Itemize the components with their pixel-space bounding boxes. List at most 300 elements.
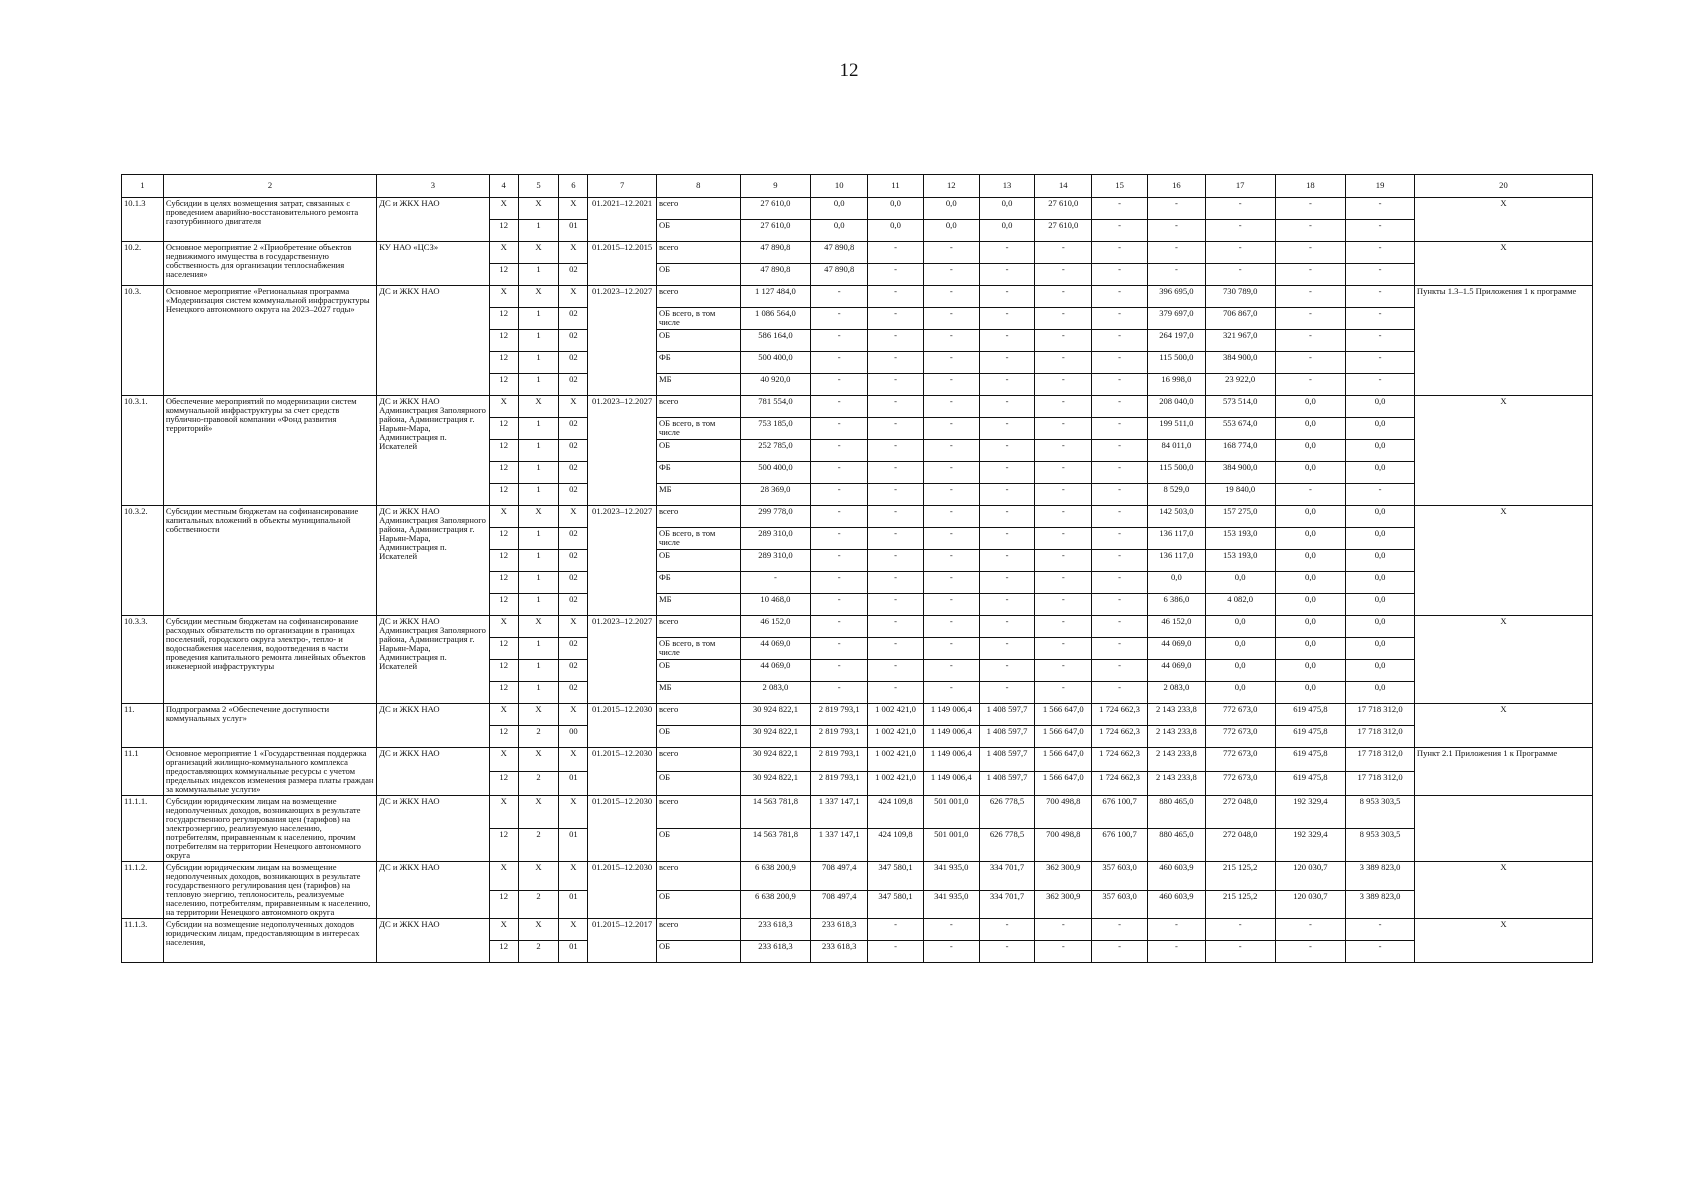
code-cell: 12 <box>489 594 518 616</box>
amount-cell: 341 935,0 <box>923 862 979 891</box>
row-period: 01.2015–12.2015 <box>588 242 657 286</box>
amount-cell: 233 618,3 <box>811 941 868 963</box>
table-row <box>122 286 1593 308</box>
amount-cell: 1 337 147,1 <box>811 796 868 829</box>
amount-cell: 215 125,2 <box>1205 862 1275 891</box>
amount-cell: 136 117,0 <box>1147 550 1205 572</box>
amount-cell: 46 152,0 <box>740 616 811 638</box>
amount-cell: 2 143 233,8 <box>1147 726 1205 748</box>
amount-cell: 28 369,0 <box>740 484 811 506</box>
amount-cell: - <box>1035 572 1092 594</box>
amount-cell: 586 164,0 <box>740 330 811 352</box>
amount-cell: 357 603,0 <box>1092 890 1148 919</box>
funding-source: ОБ <box>656 829 740 862</box>
amount-cell: 17 718 312,0 <box>1346 748 1415 772</box>
amount-cell: 347 580,1 <box>868 862 924 891</box>
code-cell: X <box>489 748 518 772</box>
code-cell: 12 <box>489 726 518 748</box>
table-row <box>122 919 1593 941</box>
amount-cell: - <box>811 550 868 572</box>
amount-cell: 0,0 <box>1346 572 1415 594</box>
code-cell: X <box>559 242 588 264</box>
amount-cell: - <box>868 638 924 660</box>
column-number: 16 <box>1147 175 1205 198</box>
amount-cell: - <box>868 941 924 963</box>
code-cell: 1 <box>518 572 559 594</box>
code-cell: 12 <box>489 264 518 286</box>
amount-cell: 619 475,8 <box>1275 772 1346 796</box>
row-executor: ДС и ЖКХ НАО <box>377 198 490 242</box>
amount-cell: - <box>1346 941 1415 963</box>
row-executor: ДС и ЖКХ НАО Администрация Заполярного района, Администрация г. Нарьян-Мара, Администрация п. Искателей <box>377 506 490 616</box>
amount-cell: 2 143 233,8 <box>1147 748 1205 772</box>
amount-cell: - <box>1092 418 1148 440</box>
amount-cell: 730 789,0 <box>1205 286 1275 308</box>
code-cell: X <box>489 286 518 308</box>
amount-cell: - <box>1092 594 1148 616</box>
amount-cell: 1 408 597,7 <box>979 772 1035 796</box>
amount-cell: - <box>1346 308 1415 330</box>
amount-cell: - <box>979 919 1035 941</box>
amount-cell: 460 603,9 <box>1147 862 1205 891</box>
code-cell: 1 <box>518 352 559 374</box>
amount-cell: - <box>923 638 979 660</box>
funding-source: всего <box>656 704 740 726</box>
row-period: 01.2023–12.2027 <box>588 506 657 616</box>
funding-source: МБ <box>656 374 740 396</box>
amount-cell: - <box>979 264 1035 286</box>
amount-cell: 0,0 <box>1346 440 1415 462</box>
row-note: Пункт 2.1 Приложения 1 к Программе <box>1414 748 1592 796</box>
amount-cell: 500 400,0 <box>740 352 811 374</box>
amount-cell: - <box>979 594 1035 616</box>
amount-cell: - <box>1035 919 1092 941</box>
code-cell: X <box>559 862 588 891</box>
table-row <box>122 396 1593 418</box>
amount-cell: 272 048,0 <box>1205 829 1275 862</box>
amount-cell: - <box>1346 264 1415 286</box>
amount-cell: 781 554,0 <box>740 396 811 418</box>
amount-cell: 47 890,8 <box>811 264 868 286</box>
amount-cell: - <box>979 308 1035 330</box>
amount-cell: 44 069,0 <box>740 660 811 682</box>
code-cell: X <box>518 506 559 528</box>
amount-cell: 1 566 647,0 <box>1035 704 1092 726</box>
amount-cell: - <box>868 528 924 550</box>
funding-source: ОБ <box>656 660 740 682</box>
amount-cell: 0,0 <box>1147 572 1205 594</box>
amount-cell: - <box>1346 919 1415 941</box>
amount-cell: - <box>868 264 924 286</box>
amount-cell: - <box>868 242 924 264</box>
amount-cell: 44 069,0 <box>1147 660 1205 682</box>
amount-cell: 772 673,0 <box>1205 748 1275 772</box>
row-code: 10.3.1. <box>122 396 164 506</box>
code-cell: X <box>489 396 518 418</box>
amount-cell: 0,0 <box>1346 638 1415 660</box>
amount-cell: - <box>1205 198 1275 220</box>
amount-cell: - <box>1092 572 1148 594</box>
row-note: X <box>1414 919 1592 963</box>
amount-cell: 1 127 484,0 <box>740 286 811 308</box>
code-cell: X <box>489 919 518 941</box>
amount-cell: - <box>979 440 1035 462</box>
amount-cell: 0,0 <box>1275 396 1346 418</box>
row-period: 01.2015–12.2030 <box>588 796 657 862</box>
row-name: Обеспечение мероприятий по модернизации систем коммунальной инфраструктуры за счет средств публично-правовой компании «Фонд развития территорий» <box>163 396 376 506</box>
amount-cell: 30 924 822,1 <box>740 748 811 772</box>
row-period: 01.2023–12.2027 <box>588 616 657 704</box>
amount-cell: 157 275,0 <box>1205 506 1275 528</box>
amount-cell: - <box>1035 528 1092 550</box>
amount-cell: 341 935,0 <box>923 890 979 919</box>
row-executor: ДС и ЖКХ НАО <box>377 796 490 862</box>
amount-cell: 0,0 <box>1275 660 1346 682</box>
amount-cell: 347 580,1 <box>868 890 924 919</box>
code-cell: X <box>518 242 559 264</box>
amount-cell: 1 002 421,0 <box>868 772 924 796</box>
amount-cell: 0,0 <box>1346 660 1415 682</box>
code-cell: X <box>489 242 518 264</box>
amount-cell: 46 152,0 <box>1147 616 1205 638</box>
funding-source: всего <box>656 616 740 638</box>
amount-cell: - <box>1092 440 1148 462</box>
amount-cell: - <box>811 682 868 704</box>
amount-cell: 424 109,8 <box>868 829 924 862</box>
amount-cell: - <box>1147 941 1205 963</box>
column-number: 6 <box>559 175 588 198</box>
amount-cell: 2 083,0 <box>740 682 811 704</box>
funding-source: ОБ <box>656 726 740 748</box>
amount-cell: - <box>1092 638 1148 660</box>
code-cell: X <box>518 286 559 308</box>
amount-cell: 47 890,8 <box>740 264 811 286</box>
amount-cell: - <box>811 440 868 462</box>
code-cell: 01 <box>559 890 588 919</box>
amount-cell: - <box>868 506 924 528</box>
amount-cell: 289 310,0 <box>740 550 811 572</box>
amount-cell: - <box>868 374 924 396</box>
amount-cell: 708 497,4 <box>811 890 868 919</box>
amount-cell: - <box>1092 506 1148 528</box>
amount-cell: 2 819 793,1 <box>811 704 868 726</box>
amount-cell: - <box>923 396 979 418</box>
code-cell: X <box>518 198 559 220</box>
amount-cell: 14 563 781,8 <box>740 829 811 862</box>
amount-cell: - <box>868 396 924 418</box>
amount-cell: - <box>868 919 924 941</box>
amount-cell: - <box>923 682 979 704</box>
amount-cell: - <box>923 242 979 264</box>
amount-cell: - <box>1035 594 1092 616</box>
amount-cell: 880 465,0 <box>1147 796 1205 829</box>
code-cell: 02 <box>559 374 588 396</box>
amount-cell: - <box>1092 264 1148 286</box>
amount-cell: - <box>923 286 979 308</box>
amount-cell: - <box>979 550 1035 572</box>
amount-cell: 708 497,4 <box>811 862 868 891</box>
amount-cell: - <box>1092 396 1148 418</box>
amount-cell: - <box>1035 638 1092 660</box>
amount-cell: 8 953 303,5 <box>1346 829 1415 862</box>
amount-cell: - <box>1092 660 1148 682</box>
amount-cell: 0,0 <box>1205 638 1275 660</box>
amount-cell: - <box>1092 484 1148 506</box>
amount-cell: 501 001,0 <box>923 829 979 862</box>
amount-cell: - <box>1205 264 1275 286</box>
amount-cell: 0,0 <box>1275 462 1346 484</box>
amount-cell: - <box>923 418 979 440</box>
amount-cell: 0,0 <box>1346 418 1415 440</box>
row-name: Субсидии на возмещение недополученных доходов юридическим лицам, предоставляющим в интересах населения, <box>163 919 376 963</box>
amount-cell: 0,0 <box>868 220 924 242</box>
code-cell: 12 <box>489 308 518 330</box>
amount-cell: 1 149 006,4 <box>923 748 979 772</box>
amount-cell: 357 603,0 <box>1092 862 1148 891</box>
amount-cell: - <box>1092 941 1148 963</box>
row-note: X <box>1414 198 1592 242</box>
row-name: Подпрограмма 2 «Обеспечение доступности коммунальных услуг» <box>163 704 376 748</box>
amount-cell: - <box>1275 242 1346 264</box>
amount-cell: 0,0 <box>979 198 1035 220</box>
header-row <box>122 175 1593 198</box>
code-cell: 1 <box>518 682 559 704</box>
code-cell: 12 <box>489 682 518 704</box>
funding-source: ФБ <box>656 572 740 594</box>
amount-cell: 2 819 793,1 <box>811 772 868 796</box>
code-cell: 2 <box>518 726 559 748</box>
column-number: 10 <box>811 175 868 198</box>
row-note: X <box>1414 506 1592 616</box>
code-cell: 12 <box>489 220 518 242</box>
amount-cell: - <box>811 352 868 374</box>
amount-cell: - <box>1205 919 1275 941</box>
amount-cell: - <box>868 440 924 462</box>
amount-cell: - <box>979 242 1035 264</box>
amount-cell: 321 967,0 <box>1205 330 1275 352</box>
amount-cell: 553 674,0 <box>1205 418 1275 440</box>
amount-cell: 153 193,0 <box>1205 528 1275 550</box>
amount-cell: - <box>868 572 924 594</box>
amount-cell: - <box>1092 198 1148 220</box>
amount-cell: - <box>1092 528 1148 550</box>
funding-source: МБ <box>656 682 740 704</box>
amount-cell: - <box>1275 941 1346 963</box>
amount-cell: 233 618,3 <box>740 919 811 941</box>
funding-source: ФБ <box>656 352 740 374</box>
code-cell: 12 <box>489 550 518 572</box>
amount-cell: 40 920,0 <box>740 374 811 396</box>
amount-cell: 6 638 200,9 <box>740 862 811 891</box>
amount-cell: 0,0 <box>1275 440 1346 462</box>
amount-cell: 334 701,7 <box>979 890 1035 919</box>
code-cell: 12 <box>489 440 518 462</box>
amount-cell: 14 563 781,8 <box>740 796 811 829</box>
amount-cell: 1 002 421,0 <box>868 726 924 748</box>
amount-cell: - <box>1035 352 1092 374</box>
amount-cell: - <box>1092 330 1148 352</box>
amount-cell: 619 475,8 <box>1275 704 1346 726</box>
amount-cell: - <box>868 330 924 352</box>
amount-cell: - <box>1035 396 1092 418</box>
row-name: Субсидии в целях возмещения затрат, связанных с проведением аварийно-восстановительного ремонта газотурбинного двигателя <box>163 198 376 242</box>
amount-cell: - <box>923 550 979 572</box>
amount-cell: 0,0 <box>811 198 868 220</box>
code-cell: 1 <box>518 220 559 242</box>
amount-cell: - <box>1092 919 1148 941</box>
amount-cell: 17 718 312,0 <box>1346 704 1415 726</box>
amount-cell: - <box>923 484 979 506</box>
funding-source: всего <box>656 748 740 772</box>
funding-source: ОБ всего, в том числе <box>656 418 740 440</box>
amount-cell: 753 185,0 <box>740 418 811 440</box>
amount-cell: - <box>1035 506 1092 528</box>
amount-cell: - <box>979 506 1035 528</box>
amount-cell: 0,0 <box>1275 682 1346 704</box>
amount-cell: - <box>1092 682 1148 704</box>
amount-cell: 47 890,8 <box>811 242 868 264</box>
amount-cell: 115 500,0 <box>1147 352 1205 374</box>
amount-cell: 1 408 597,7 <box>979 704 1035 726</box>
code-cell: X <box>489 862 518 891</box>
code-cell: X <box>559 748 588 772</box>
amount-cell: - <box>1275 374 1346 396</box>
column-number: 18 <box>1275 175 1346 198</box>
column-number: 17 <box>1205 175 1275 198</box>
funding-source: ОБ всего, в том числе <box>656 308 740 330</box>
row-name: Субсидии местным бюджетам на софинансирование расходных обязательств по организации в границах поселений, городского округа электро-, тепло- и водоснабжения населения, водоотведения в части проведения капитального ремонта линейных объектов инженерной инфраструктуры <box>163 616 376 704</box>
funding-source: всего <box>656 862 740 891</box>
table-row <box>122 748 1593 772</box>
code-cell: X <box>559 396 588 418</box>
amount-cell: 0,0 <box>1346 594 1415 616</box>
budget-table <box>121 174 1593 963</box>
amount-cell: - <box>979 528 1035 550</box>
funding-source: ОБ <box>656 330 740 352</box>
amount-cell: 10 468,0 <box>740 594 811 616</box>
page-number: 12 <box>839 60 859 81</box>
amount-cell: 626 778,5 <box>979 796 1035 829</box>
code-cell: X <box>559 796 588 829</box>
amount-cell: 47 890,8 <box>740 242 811 264</box>
amount-cell: - <box>1147 264 1205 286</box>
amount-cell: - <box>1092 220 1148 242</box>
amount-cell: - <box>1035 440 1092 462</box>
amount-cell: 384 900,0 <box>1205 462 1275 484</box>
row-name: Субсидии юридическим лицам на возмещение недополученных доходов, возникающих в результате государственного регулирования цен (тарифов) на электроэнергию, реализуемую населению, потребителям, приравненным к населению, прочим потребителям на территории Ненецкого автономного округа <box>163 796 376 862</box>
amount-cell: - <box>979 484 1035 506</box>
amount-cell: 460 603,9 <box>1147 890 1205 919</box>
code-cell: 02 <box>559 484 588 506</box>
row-code: 11.1.1. <box>122 796 164 862</box>
amount-cell: 299 778,0 <box>740 506 811 528</box>
code-cell: 1 <box>518 528 559 550</box>
amount-cell: 3 389 823,0 <box>1346 862 1415 891</box>
amount-cell: 136 117,0 <box>1147 528 1205 550</box>
amount-cell: 1 724 662,3 <box>1092 748 1148 772</box>
amount-cell: 424 109,8 <box>868 796 924 829</box>
amount-cell: - <box>1035 616 1092 638</box>
amount-cell: - <box>1092 374 1148 396</box>
amount-cell: 1 149 006,4 <box>923 704 979 726</box>
amount-cell: 168 774,0 <box>1205 440 1275 462</box>
code-cell: 2 <box>518 829 559 862</box>
row-note: X <box>1414 616 1592 704</box>
code-cell: X <box>559 616 588 638</box>
row-period: 01.2015–12.2017 <box>588 919 657 963</box>
column-number: 19 <box>1346 175 1415 198</box>
amount-cell: 0,0 <box>1346 506 1415 528</box>
row-period: 01.2015–12.2030 <box>588 704 657 748</box>
amount-cell: 384 900,0 <box>1205 352 1275 374</box>
funding-source: всего <box>656 396 740 418</box>
code-cell: 12 <box>489 352 518 374</box>
code-cell: X <box>489 796 518 829</box>
amount-cell: 44 069,0 <box>740 638 811 660</box>
code-cell: 1 <box>518 308 559 330</box>
funding-source: ОБ <box>656 264 740 286</box>
amount-cell: - <box>1147 919 1205 941</box>
amount-cell: 676 100,7 <box>1092 829 1148 862</box>
amount-cell: 2 819 793,1 <box>811 748 868 772</box>
funding-source: ОБ <box>656 890 740 919</box>
table-row <box>122 862 1593 891</box>
row-code: 10.3. <box>122 286 164 396</box>
funding-source: МБ <box>656 594 740 616</box>
amount-cell: 17 718 312,0 <box>1346 772 1415 796</box>
table-row <box>122 616 1593 638</box>
amount-cell: - <box>868 418 924 440</box>
amount-cell: 27 610,0 <box>740 220 811 242</box>
table-row <box>122 506 1593 528</box>
row-note: X <box>1414 704 1592 748</box>
amount-cell: - <box>979 374 1035 396</box>
amount-cell: - <box>1205 220 1275 242</box>
funding-source: всего <box>656 919 740 941</box>
code-cell: X <box>489 506 518 528</box>
funding-source: всего <box>656 506 740 528</box>
amount-cell: - <box>1275 352 1346 374</box>
funding-source: ОБ <box>656 772 740 796</box>
row-code: 11.1.2. <box>122 862 164 919</box>
code-cell: 02 <box>559 572 588 594</box>
amount-cell: 16 998,0 <box>1147 374 1205 396</box>
amount-cell: 1 002 421,0 <box>868 748 924 772</box>
funding-source: ОБ <box>656 941 740 963</box>
amount-cell: - <box>811 572 868 594</box>
code-cell: 1 <box>518 638 559 660</box>
amount-cell: 192 329,4 <box>1275 796 1346 829</box>
amount-cell: 4 082,0 <box>1205 594 1275 616</box>
amount-cell: - <box>811 308 868 330</box>
code-cell: 02 <box>559 440 588 462</box>
amount-cell: 1 566 647,0 <box>1035 726 1092 748</box>
amount-cell: 199 511,0 <box>1147 418 1205 440</box>
amount-cell: 619 475,8 <box>1275 748 1346 772</box>
column-number: 3 <box>377 175 490 198</box>
amount-cell: - <box>979 616 1035 638</box>
code-cell: X <box>518 616 559 638</box>
amount-cell: 0,0 <box>923 220 979 242</box>
amount-cell: 27 610,0 <box>1035 198 1092 220</box>
code-cell: X <box>518 919 559 941</box>
amount-cell: 153 193,0 <box>1205 550 1275 572</box>
row-executor: ДС и ЖКХ НАО <box>377 748 490 796</box>
row-name: Основное мероприятие «Региональная программа «Модернизация систем коммунальной инфраструктуры Ненецкого автономного округа на 2023–2027 годы» <box>163 286 376 396</box>
code-cell: 1 <box>518 264 559 286</box>
code-cell: X <box>559 919 588 941</box>
row-executor: ДС и ЖКХ НАО <box>377 862 490 919</box>
